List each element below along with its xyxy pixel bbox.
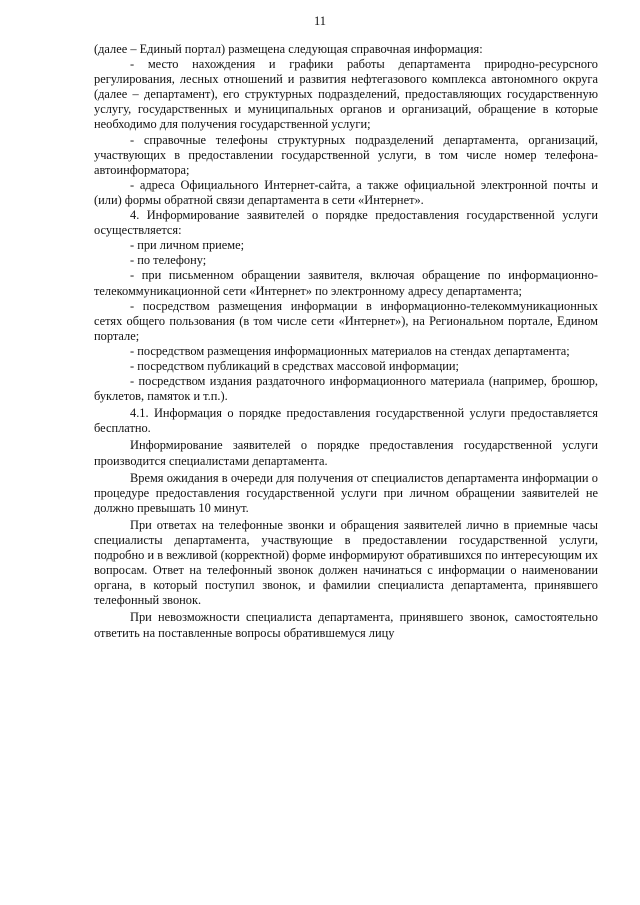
list-item-mass-media: - посредством публикаций в средствах массовой информации;: [130, 358, 459, 373]
list-item-personal-reception: - при личном приеме;: [130, 238, 245, 253]
paragraph-informing-methods: 4. Информирование заявителей о порядке предоставления государственной услуги осуществляется:: [94, 208, 598, 238]
list-item-website-addresses: - адреса Официального Интернет-сайта, а также официальной электронной почты и (или) формы обратной связи департамента в сети «Интернет».: [94, 177, 598, 207]
list-item-info-stands: - посредством размещения информационных материалов на стендах департамента;: [130, 343, 570, 358]
list-item-location-schedule: - место нахождения и графики работы департамента природно-ресурсного регулирования, лесных отношений и развития нефтегазового комплекса автономного округа (далее – департамент), его структурных подразделений, предоставляющих государственную услугу, государственных и муниципальных органов и организаций, обращение в которые необходимо для получения государственной услуги;: [94, 57, 598, 132]
page-number: 11: [313, 14, 327, 28]
document-body: [94, 42, 598, 641]
list-item-phone: - по телефону;: [130, 253, 207, 268]
paragraph-waiting-time: Время ожидания в очереди для получения от специалистов департамента информации о процедуре предоставления государственной услуги при личном обращении заявителей не должно превышать 10 минут.: [94, 470, 598, 515]
paragraph-free-of-charge: 4.1. Информация о порядке предоставления государственной услуги предоставляется бесплатно.: [94, 406, 598, 436]
list-item-handout-materials: - посредством издания раздаточного информационного материала (например, брошюр, буклетов, памяток и т.п.).: [94, 374, 598, 404]
paragraph-portal-info-intro: (далее – Единый портал) размещена следующая справочная информация:: [94, 42, 483, 56]
list-item-network-publication: - посредством размещения информации в информационно-телекоммуникационных сетях общего пользования (в том числе сети «Интернет»), на Региональном портале, Едином портале;: [94, 298, 598, 343]
list-item-reference-phones: - справочные телефоны структурных подразделений департамента, организаций, участвующих в предоставлении государственной услуги, в том числе номер телефона-автоинформатора;: [94, 132, 598, 177]
list-item-written-request: - при письменном обращении заявителя, включая обращение по информационно-телекоммуникационной сети «Интернет» по электронному адресу департамента;: [94, 268, 598, 298]
paragraph-phone-answers: При ответах на телефонные звонки и обращения заявителей лично в приемные часы специалисты департамента, участвующие в предоставлении государственной услуги, подробно и в вежливой (корректной) форме информируют обратившихся по интересующим их вопросам. Ответ на телефонный звонок должен начинаться с информации о наименовании органа, в который поступил звонок, и фамилии специалиста департамента, принявшего телефонный звонок.: [94, 517, 598, 608]
paragraph-redirect-calls: При невозможности специалиста департамента, принявшего звонок, самостоятельно ответить на поставленные вопросы обратившемуся лицу: [94, 610, 598, 640]
paragraph-informing-specialists: Информирование заявителей о порядке предоставления государственной услуги производится специалистами департамента.: [94, 438, 598, 468]
